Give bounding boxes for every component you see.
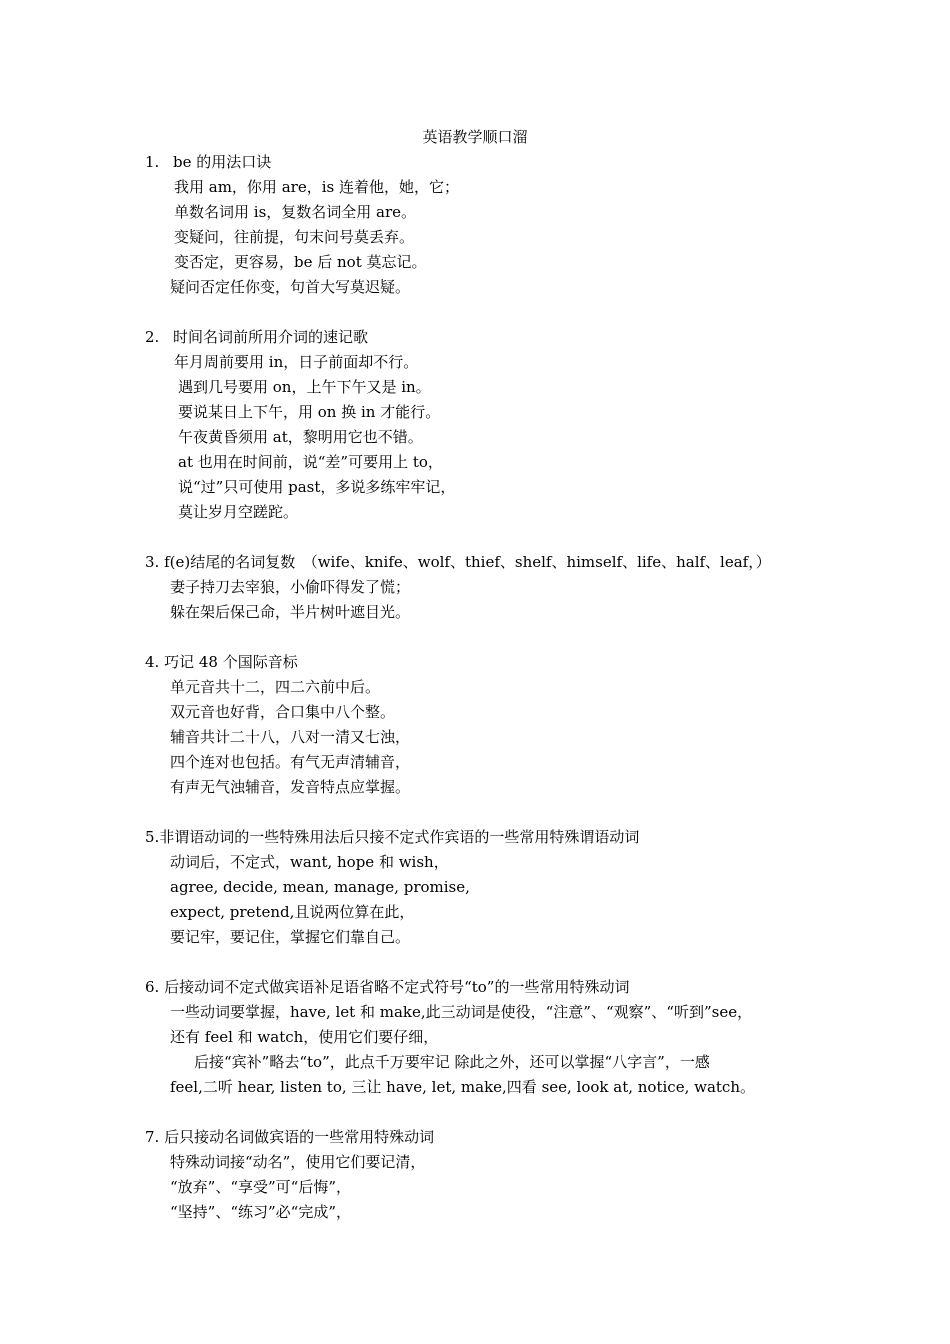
section-3-line-2: 躲在架后保己命，半片树叶遮目光。 [170, 603, 411, 621]
section-4-line-5: 有声无气浊辅音，发音特点应掌握。 [170, 778, 411, 796]
section-5-line-1: 动词后，不定式，want, hope 和 wish， [170, 853, 449, 871]
section-2-line-7: 莫让岁月空蹉跎。 [178, 503, 299, 521]
section-5-heading: 5.非谓语动词的一些特殊用法后只接不定式作宾语的一些常用特殊谓语动词 [145, 828, 640, 846]
section-3-heading: 3. f(e)结尾的名词复数 （wife、knife、wolf、thief、shelf、himself、life、half、leaf，） [145, 553, 771, 571]
section-2-line-2: 遇到几号要用 on，上午下午又是 in。 [178, 378, 431, 396]
section-5-line-2: agree, decide, mean, manage, promise, [170, 878, 470, 896]
section-3-line-1: 妻子持刀去宰狼，小偷吓得发了慌； [170, 578, 411, 596]
document-title: 英语教学顺口溜 [422, 128, 528, 146]
section-7-line-2: “放弃”、“享受”可“后悔”， [170, 1178, 352, 1196]
section-6-line-1: 一些动词要掌握，have, let 和 make,此三动词是使役，“注意”、“观察”、“听到”see， [170, 1003, 753, 1021]
section-2-line-1: 年月周前要用 in，日子前面却不行。 [174, 353, 419, 371]
document-body [0, 150, 950, 1225]
spacer [0, 525, 950, 550]
section-1-line-2: 单数名词用 is，复数名词全用 are。 [174, 203, 417, 221]
section-2-line-4: 午夜黄昏须用 at，黎明用它也不错。 [178, 428, 423, 446]
section-1-line-4: 变否定，更容易，be 后 not 莫忘记。 [174, 253, 427, 271]
section-1-line-1: 我用 am，你用 are，is 连着他，她，它； [174, 178, 459, 196]
section-5-line-4: 要记牢，要记住，掌握它们靠自己。 [170, 928, 411, 946]
section-1-line-3: 变疑问，往前提，句末问号莫丢弃。 [174, 228, 415, 246]
section-4-line-3: 辅音共计二十八，八对一清又七浊， [170, 728, 411, 746]
spacer [0, 950, 950, 975]
section-1-line-5: 疑问否定任你变，句首大写莫迟疑。 [170, 278, 411, 296]
section-7-line-3: “坚持”、“练习”必“完成”， [170, 1203, 352, 1221]
spacer [0, 1100, 950, 1125]
section-7-heading: 7. 后只接动名词做宾语的一些常用特殊动词 [145, 1128, 435, 1146]
section-2-line-5: at 也用在时间前，说“差”可要用上 to， [178, 453, 443, 471]
section-4-line-2: 双元音也好背，合口集中八个整。 [170, 703, 396, 721]
section-7-line-1: 特殊动词接“动名”，使用它们要记清， [170, 1153, 426, 1171]
section-2-line-6: 说“过”只可使用 past，多说多练牢牢记， [178, 478, 456, 496]
section-6-line-4: feel,二听 hear, listen to, 三让 have, let, make,四看 see, look at, notice, watch。 [170, 1078, 755, 1096]
spacer [0, 625, 950, 650]
section-2-number: 2. [145, 328, 160, 346]
section-1-heading-text: be 的用法口诀 [173, 153, 272, 171]
section-4-line-4: 四个连对也包括。有气无声清辅音， [170, 753, 411, 771]
section-4-line-1: 单元音共十二，四二六前中后。 [170, 678, 381, 696]
section-2-heading [0, 325, 950, 350]
section-1-heading [0, 150, 950, 175]
section-2-line-3: 要说某日上下午，用 on 换 in 才能行。 [178, 403, 441, 421]
section-2-heading-text: 时间名词前所用介词的速记歌 [173, 328, 369, 346]
section-6-line-2: 还有 feel 和 watch，使用它们要仔细， [170, 1028, 439, 1046]
section-6-line-3: 后接“宾补”略去“to”，此点千万要牢记 除此之外，还可以掌握“八字言”，一感 [194, 1053, 710, 1071]
section-4-heading: 4. 巧记 48 个国际音标 [145, 653, 298, 671]
section-1-number: 1. [145, 153, 160, 171]
spacer [0, 300, 950, 325]
section-5-line-3: expect, pretend,且说两位算在此， [170, 903, 415, 921]
section-6-heading: 6. 后接动词不定式做宾语补足语省略不定式符号“to”的一些常用特殊动词 [145, 978, 630, 996]
spacer [0, 800, 950, 825]
